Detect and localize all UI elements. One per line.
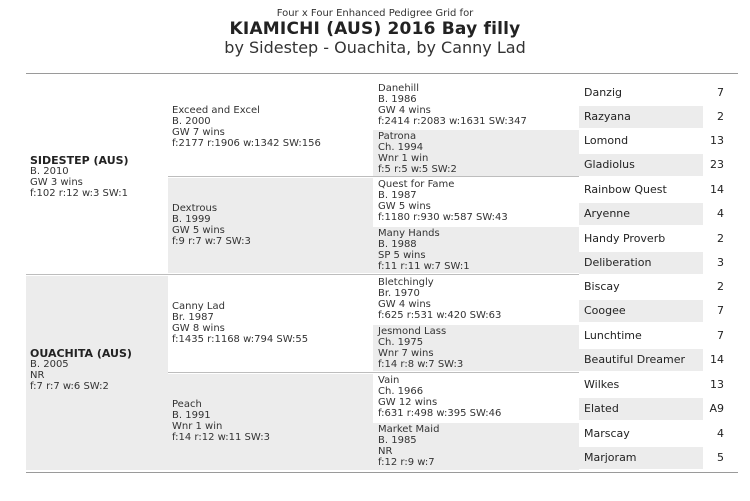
gen3-born: Ch. 1994: [378, 142, 424, 153]
gen4-name: Beautiful Dreamer: [579, 349, 703, 371]
gen4-family: 13: [710, 134, 724, 147]
gen1-sire: [26, 80, 168, 270]
gen2-record: GW 8 wins: [172, 323, 225, 334]
gen3-record: GW 4 wins: [378, 299, 431, 310]
gen4-name: Deliberation: [579, 252, 703, 274]
gen4-family: A9: [709, 402, 724, 415]
gen4-family: 23: [710, 158, 724, 171]
bottom-rule: [26, 472, 738, 473]
gen1-sire-born: B. 2010: [30, 166, 69, 177]
gen3-entry: [373, 227, 579, 273]
gen3-entry: [373, 276, 579, 323]
gen4-family: 5: [717, 451, 724, 464]
gen2-entry: [168, 80, 373, 175]
gen4-name: Wilkes: [584, 378, 620, 391]
gen3-name: Danehill: [378, 83, 419, 94]
gen4-family: 14: [710, 353, 724, 366]
gen3-born: B. 1988: [378, 239, 417, 250]
gen2-name: Canny Lad: [172, 301, 225, 312]
gen1-dam-born: B. 2005: [30, 359, 69, 370]
gen2-born: B. 1999: [172, 214, 211, 225]
gen3-name: Vain: [378, 375, 400, 386]
gen4-name: Lomond: [584, 134, 629, 147]
gen3-stats: f:2414 r:2083 w:1631 SW:347: [378, 116, 527, 127]
gen3-stats: f:12 r:9 w:7: [378, 457, 435, 468]
gen3-record: GW 5 wins: [378, 201, 431, 212]
gen1-sire-stats: f:102 r:12 w:3 SW:1: [30, 188, 128, 199]
gen1-sire-name: SIDESTEP (AUS): [30, 154, 129, 167]
gen3-born: B. 1987: [378, 190, 417, 201]
row-divider: [168, 176, 579, 177]
gen2-born: B. 1991: [172, 410, 211, 421]
gen4-family: 13: [710, 378, 724, 391]
gen4-family: 7: [717, 329, 724, 342]
gen4-name: Marjoram: [579, 447, 703, 469]
gen3-name: Quest for Fame: [378, 179, 455, 190]
gen4-family: 7: [717, 304, 724, 317]
gen1-dam: [26, 276, 168, 470]
gen2-name: Peach: [172, 399, 202, 410]
gen3-entry: [373, 81, 579, 128]
gen3-born: B. 1985: [378, 435, 417, 446]
top-rule: [26, 73, 738, 74]
row-divider: [26, 274, 579, 275]
gen2-record: GW 5 wins: [172, 225, 225, 236]
gen2-stats: f:14 r:12 w:11 SW:3: [172, 432, 270, 443]
gen3-name: Patrona: [378, 131, 417, 142]
gen1-sire-record: GW 3 wins: [30, 177, 83, 188]
row-divider: [168, 372, 579, 373]
gen3-entry: [373, 178, 579, 225]
gen3-born: Ch. 1975: [378, 337, 424, 348]
gen4-family: 2: [717, 110, 724, 123]
gen2-entry: [168, 276, 373, 371]
gen2-record: Wnr 1 win: [172, 421, 223, 432]
gen3-name: Many Hands: [378, 228, 440, 239]
gen3-record: GW 4 wins: [378, 105, 431, 116]
gen3-record: NR: [378, 446, 393, 457]
gen3-name: Bletchingly: [378, 277, 434, 288]
gen4-name: Handy Proverb: [584, 232, 666, 245]
gen1-dam-stats: f:7 r:7 w:6 SW:2: [30, 381, 109, 392]
gen2-record: GW 7 wins: [172, 127, 225, 138]
gen2-stats: f:1435 r:1168 w:794 SW:55: [172, 334, 309, 345]
gen2-entry: [168, 374, 373, 470]
report-subtitle: Four x Four Enhanced Pedigree Grid for: [276, 8, 474, 19]
gen4-name: Biscay: [584, 280, 620, 293]
gen3-record: GW 12 wins: [378, 397, 438, 408]
gen4-family: 14: [710, 183, 724, 196]
gen3-born: B. 1986: [378, 94, 417, 105]
gen2-born: B. 2000: [172, 116, 211, 127]
gen4-name: Marscay: [584, 427, 630, 440]
gen3-born: Ch. 1966: [378, 386, 424, 397]
gen3-stats: f:5 r:5 w:5 SW:2: [378, 164, 457, 175]
gen4-family: 4: [717, 207, 724, 220]
gen4-name: Danzig: [584, 86, 622, 99]
gen3-born: Br. 1970: [378, 288, 420, 299]
gen4-family: 2: [717, 280, 724, 293]
gen3-stats: f:1180 r:930 w:587 SW:43: [378, 212, 508, 223]
gen3-stats: f:631 r:498 w:395 SW:46: [378, 408, 502, 419]
gen4-family: 4: [717, 427, 724, 440]
gen4-name: Gladiolus: [579, 154, 703, 176]
gen3-stats: f:625 r:531 w:420 SW:63: [378, 310, 502, 321]
gen4-name: Elated: [579, 398, 703, 420]
gen3-name: Jesmond Lass: [378, 326, 447, 337]
gen2-name: Exceed and Excel: [172, 105, 260, 116]
gen3-stats: f:11 r:11 w:7 SW:1: [378, 261, 470, 272]
gen2-name: Dextrous: [172, 203, 218, 214]
gen3-entry: [373, 325, 579, 371]
gen1-dam-name: OUACHITA (AUS): [30, 347, 132, 360]
gen3-stats: f:14 r:8 w:7 SW:3: [378, 359, 464, 370]
gen3-entry: [373, 130, 579, 176]
gen3-name: Market Maid: [378, 424, 440, 435]
gen1-dam-record: NR: [30, 370, 45, 381]
gen4-name: Lunchtime: [584, 329, 642, 342]
gen4-family: 2: [717, 232, 724, 245]
gen4-name: Coogee: [579, 300, 703, 322]
gen4-name: Aryenne: [579, 203, 703, 225]
gen3-record: Wnr 7 wins: [378, 348, 434, 359]
gen4-family: 3: [717, 256, 724, 269]
gen3-entry: [373, 374, 579, 421]
gen3-record: SP 5 wins: [378, 250, 426, 261]
breeding-line: by Sidestep - Ouachita, by Canny Lad: [224, 38, 526, 57]
gen3-entry: [373, 423, 579, 470]
gen3-record: Wnr 1 win: [378, 153, 429, 164]
gen2-stats: f:9 r:7 w:7 SW:3: [172, 236, 251, 247]
gen2-stats: f:2177 r:1906 w:1342 SW:156: [172, 138, 321, 149]
gen4-family: 7: [717, 86, 724, 99]
gen4-name: Rainbow Quest: [584, 183, 667, 196]
gen2-entry: [168, 178, 373, 273]
horse-title: KIAMICHI (AUS) 2016 Bay filly: [229, 19, 521, 39]
gen4-name: Razyana: [579, 106, 703, 128]
gen2-born: Br. 1987: [172, 312, 214, 323]
